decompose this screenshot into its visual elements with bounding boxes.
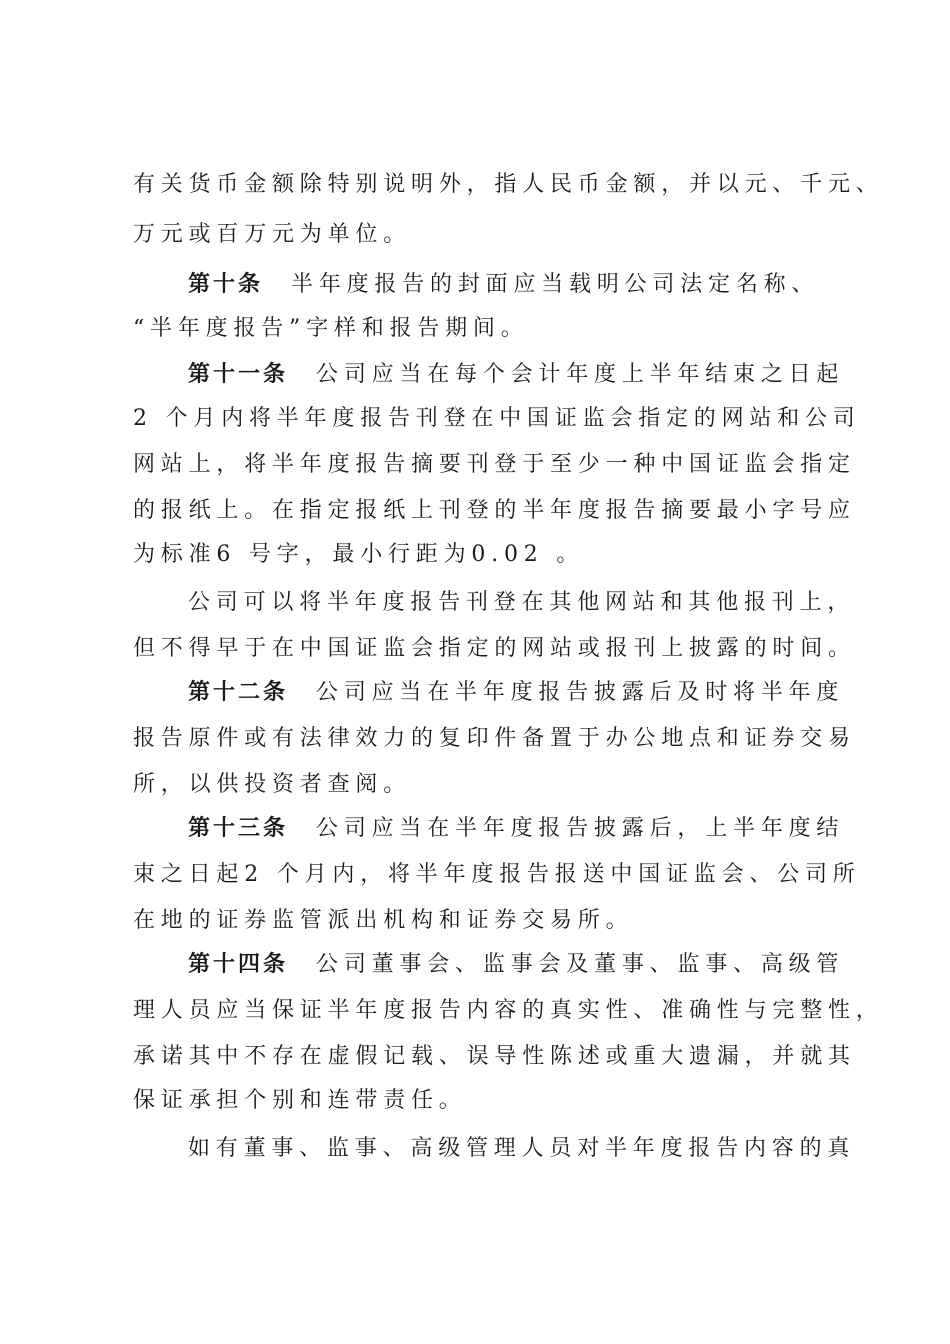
article-heading: 第十四条 bbox=[188, 952, 289, 977]
line-text: 所，以供投资者查阅。 bbox=[133, 772, 412, 797]
text-line bbox=[133, 402, 861, 436]
line-text: 万元或百万元为单位。 bbox=[133, 222, 412, 247]
line-text: 2 个月内将半年度报告刊登在中国证监会指定的网站和公司 bbox=[133, 406, 861, 431]
line-text: 如有董事、监事、高级管理人员对半年度报告内容的真 bbox=[188, 1136, 856, 1161]
line-text: 网站上，将半年度报告摘要刊登于至少一种中国证监会指定 bbox=[133, 452, 856, 477]
line-text: 在地的证券监管派出机构和证券交易所。 bbox=[133, 908, 634, 933]
line-text: 公司应当在半年度报告披露后，上半年度结 bbox=[316, 816, 845, 841]
line-text: 公司董事会、监事会及董事、监事、高级管 bbox=[316, 952, 845, 977]
article-heading: 第十二条 bbox=[188, 680, 289, 705]
article-14-line bbox=[188, 948, 844, 982]
line-text: 束之日起2 个月内，将半年度报告报送中国证监会、公司所 bbox=[133, 862, 861, 887]
text-line bbox=[133, 768, 411, 802]
article-12-line bbox=[188, 676, 844, 710]
article-heading: 第十三条 bbox=[188, 816, 289, 841]
line-text: 有关货币金额除特别说明外，指人民币金额，并以元、千元、 bbox=[133, 172, 884, 197]
line-text: “半年度报告”字样和报告期间。 bbox=[133, 316, 529, 341]
text-line bbox=[133, 494, 856, 528]
article-13-line bbox=[188, 812, 844, 846]
text-line bbox=[133, 858, 861, 892]
article-heading: 第十一条 bbox=[188, 362, 289, 387]
line-text: 为标准6 号字，最小行距为0.02 。 bbox=[133, 542, 585, 567]
text-line bbox=[133, 218, 411, 252]
line-text: 承诺其中不存在虚假记载、误导性陈述或重大遗漏，并就其 bbox=[133, 1044, 856, 1069]
line-text: 公司应当在每个会计年度上半年结束之日起 bbox=[316, 362, 845, 387]
text-line bbox=[133, 1084, 467, 1118]
article-11-line bbox=[188, 358, 844, 392]
line-text: 理人员应当保证半年度报告内容的真实性、准确性与完整性， bbox=[133, 998, 884, 1023]
line-text: 的报纸上。在指定报纸上刊登的半年度报告摘要最小字号应 bbox=[133, 498, 856, 523]
line-text: 报告原件或有法律效力的复印件备置于办公地点和证券交易 bbox=[133, 726, 856, 751]
article-heading: 第十条 bbox=[188, 272, 264, 297]
line-text: 半年度报告的封面应当载明公司法定名称、 bbox=[291, 272, 820, 297]
line-text: 但不得早于在中国证监会指定的网站或报刊上披露的时间。 bbox=[133, 636, 856, 661]
line-text: 公司可以将半年度报告刊登在其他网站和其他报刊上， bbox=[188, 590, 856, 615]
text-line bbox=[188, 586, 855, 620]
text-line bbox=[133, 904, 633, 938]
line-text: 公司应当在半年度报告披露后及时将半年度 bbox=[316, 680, 845, 705]
text-line bbox=[133, 632, 856, 666]
text-line bbox=[133, 168, 884, 202]
text-line bbox=[133, 448, 856, 482]
text-line bbox=[133, 312, 529, 346]
article-10-line bbox=[188, 268, 819, 302]
text-line bbox=[133, 538, 584, 572]
text-line bbox=[133, 1040, 856, 1074]
text-line bbox=[188, 1132, 855, 1166]
line-text: 保证承担个别和连带责任。 bbox=[133, 1088, 467, 1113]
text-line bbox=[133, 722, 856, 756]
text-line bbox=[133, 994, 884, 1028]
